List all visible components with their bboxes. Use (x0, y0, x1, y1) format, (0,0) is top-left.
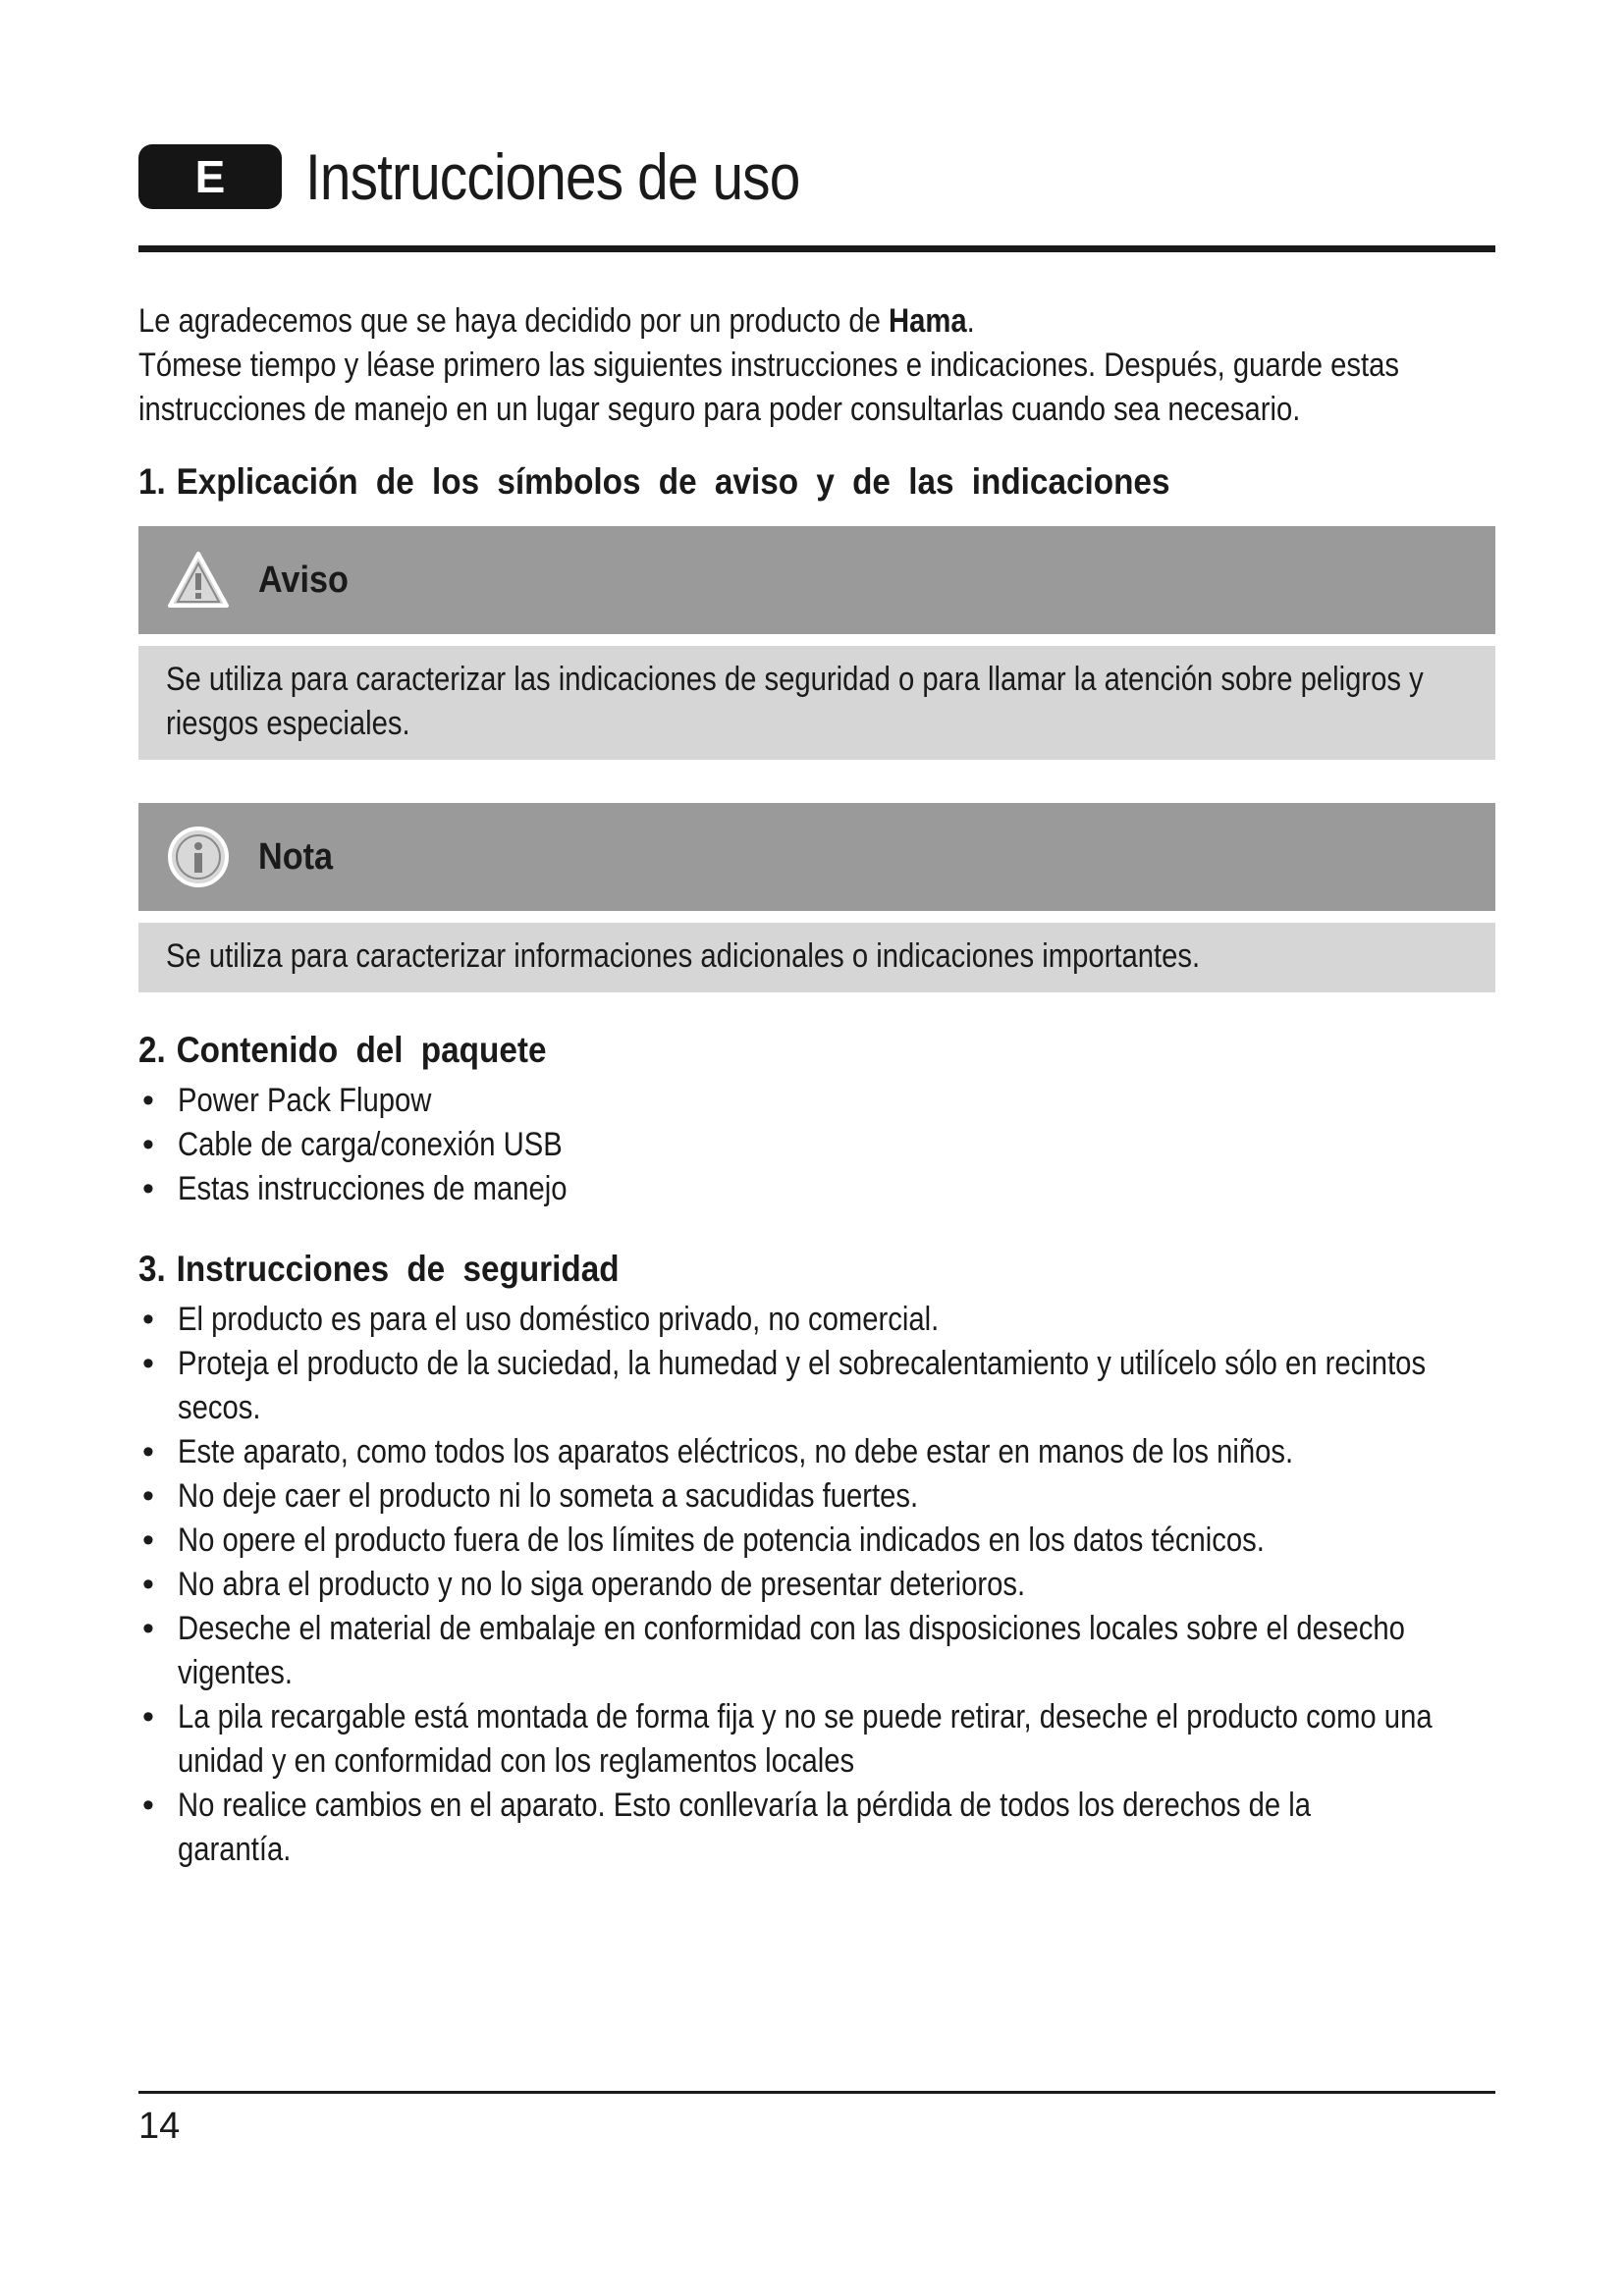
package-contents-list (138, 1079, 1495, 1211)
info-circle-icon (166, 825, 231, 889)
page-title: Instrucciones de uso (305, 140, 800, 213)
section-3-heading: 3. Instrucciones de seguridad (138, 1249, 620, 1289)
warning-header (138, 526, 1495, 634)
intro-line-1: Le agradecemos que se haya decidido por un producto de Hama. (138, 302, 975, 340)
top-rule (138, 245, 1495, 252)
list-item: • Proteja el producto de la suciedad, la humedad y el sobrecalentamiento y utilícelo sólo en recintos secos. (138, 1342, 1495, 1430)
header (138, 137, 1495, 216)
note-header (138, 803, 1495, 911)
warning-triangle-icon (166, 548, 231, 613)
list-item: • No abra el producto y no lo siga operando de presentar deterioros. (138, 1563, 1495, 1607)
list-item: • El producto es para el uso doméstico privado, no comercial. (138, 1298, 1495, 1342)
list-item: • No deje caer el producto ni lo someta a sacudidas fuertes. (138, 1474, 1495, 1519)
brand-name: Hama (889, 302, 967, 340)
section-1-heading: 1. Explicación de los símbolos de aviso y de las indicaciones (138, 461, 1170, 502)
safety-instructions-list (138, 1298, 1495, 1872)
language-badge: E (138, 144, 282, 209)
list-item: • Cable de carga/conexión USB (138, 1123, 1495, 1167)
warning-text: Se utiliza para caracterizar las indicaciones de seguridad o para llamar la atención sobre peligros y riesgos especiales. (138, 646, 1495, 760)
bottom-rule (138, 2091, 1495, 2094)
intro (138, 299, 1495, 432)
list-item: • No opere el producto fuera de los límites de potencia indicados en los datos técnicos. (138, 1519, 1495, 1563)
page (138, 137, 1495, 1872)
list-item: • No realice cambios en el aparato. Esto conllevaría la pérdida de todos los derechos de la garantía. (138, 1784, 1495, 1872)
warning-label: Aviso (258, 559, 349, 601)
list-item: • Este aparato, como todos los aparatos eléctricos, no debe estar en manos de los niños. (138, 1430, 1495, 1474)
note-text: Se utiliza para caracterizar informaciones adicionales o indicaciones importantes. (138, 923, 1495, 992)
intro-line-2: Tómese tiempo y léase primero las siguientes instrucciones e indicaciones. Después, guarde estas instrucciones de manejo en un lugar seguro para poder consultarlas cuando sea necesario. (138, 347, 1399, 428)
list-item: • Estas instrucciones de manejo (138, 1167, 1495, 1211)
list-item: • Deseche el material de embalaje en conformidad con las disposiciones locales sobre el desecho vigentes. (138, 1607, 1495, 1695)
list-item: • La pila recargable está montada de forma fija y no se puede retirar, deseche el producto como una unidad y en conformidad con los reglamentos locales (138, 1695, 1495, 1784)
note-label: Nota (258, 835, 334, 878)
note-box (138, 803, 1495, 992)
list-item: • Power Pack Flupow (138, 1079, 1495, 1123)
section-2-heading: 2. Contenido del paquete (138, 1030, 547, 1070)
page-number: 14 (138, 2106, 181, 2147)
warning-box (138, 526, 1495, 760)
